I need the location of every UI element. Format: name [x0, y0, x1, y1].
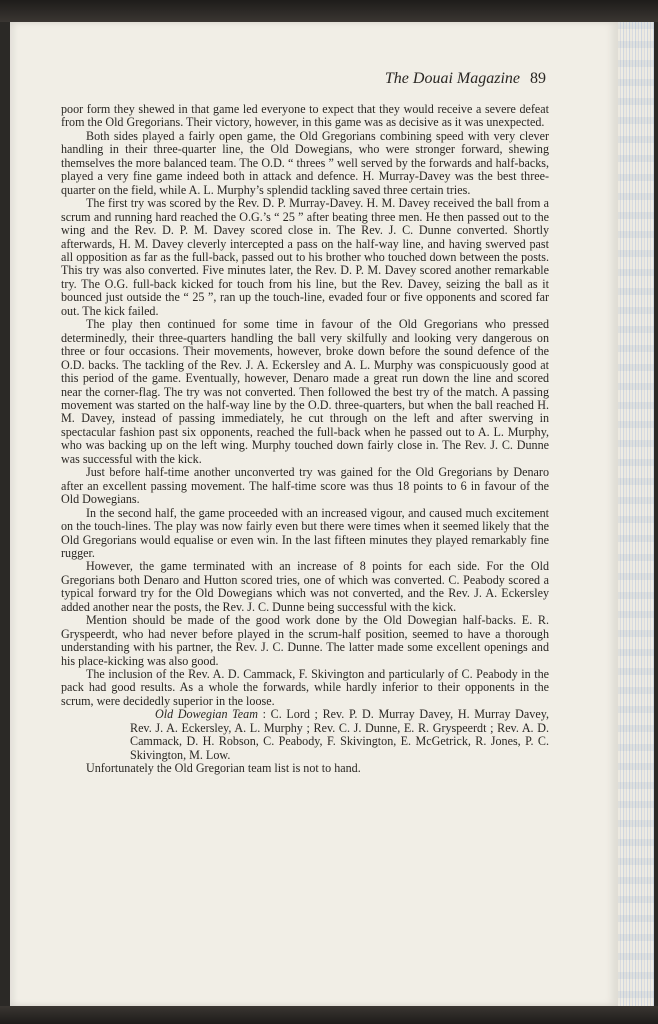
page-number: 89: [530, 70, 546, 87]
paragraph: The play then continued for some time in favour of the Old Gregorians who pressed determinedly, their three-quarters handling the ball very skilfully and looking very dangerous on three or four occasions. Their movements, however, broke down before the sound defence of the O.D. backs. The tackling of the Rev. J. A. Eckersley and A. L. Murphy was conspicuously good at this period of the game. Eventually, however, Denaro made a great run down the line and scored near the corner-flag. The try was not converted. Then followed the best try of the match. A passing movement was started on the half-way line by the O.D. three-quarters, but when the ball reached H. M. Davey, instead of passing immediately, he cut through on the left and after swerving in spectacular fashion past six opponents, reached the full-back when he passed out to A. L. Murphy, who was backing up on the left wing. Murphy touched down fairly close in. The Rev. J. C. Dunne was successful with the kick.: [61, 317, 549, 466]
paragraph: Mention should be made of the good work done by the Old Dowegian half-backs. E. R. Gryspeerdt, who had never before played in the scrum-half position, seemed to have a thorough understanding with his partner, the Rev. J. C. Dunne. The latter made some excellent openings and his place-kicking was also good.: [61, 613, 549, 668]
journal-title: The Douai Magazine: [384, 70, 520, 87]
book-bottom-edge: [0, 1006, 658, 1024]
team-label: Old Dowegian Team: [155, 707, 258, 722]
paragraph: In the second half, the game proceeded with an increased vigour, and caused much excitement on the touch-lines. The play was now fairly even but there were times when it seemed likely that the Old Gregorians would equalise or even win. In the last fifteen minutes they played remarkably fine rugger.: [61, 505, 549, 560]
team-list: [61, 708, 549, 762]
paragraph: The first try was scored by the Rev. D. P. Murray-Davey. H. M. Davey received the ball from a scrum and running hard reached the O.G.’s “ 25 ” after beating three men. He then passed out to the wing and the Rev. D. P. M. Davey scored close in. The Rev. J. C. Dunne converted. Shortly afterwards, H. M. Davey cleverly intercepted a pass on the half-way line, and having swerved past all opposition as far as the full-back, passed out to his brother who touched down between the posts. This try was also converted. Five minutes later, the Rev. D. P. M. Davey scored another remarkable try. The O.G. full-back kicked for touch from his line, but the Rev. Davey, seizing the ball as it bounced just outside the “ 25 ”, ran up the touch-line, evaded four or five opponents and scored far out. The kick failed.: [61, 196, 549, 318]
article-body: [61, 103, 549, 776]
paragraph: However, the game terminated with an increase of 8 points for each side. For the Old Gregorians both Denaro and Hutton scored tries, one of which was converted. C. Peabody scored a typical forward try for the Old Dowegians which was not converted, and the Rev. J. A. Eckersley added another near the posts, the Rev. J. C. Dunne being successful with the kick.: [61, 559, 549, 614]
paragraph: poor form they shewed in that game led everyone to expect that they would receive a severe defeat from the Old Gregorians. Their victory, however, in this game was as decisive as it was unexpected.: [61, 102, 549, 130]
running-header: [340, 70, 546, 88]
team-separator: :: [257, 707, 271, 722]
team-players: C. Lord ; Rev. P. D. Murray Davey, H. Murray Davey, Rev. J. A. Eckersley, A. L. Murphy ; Rev. C. J. Dunne, E. R. Gryspeerdt ; Rev. A. D. Cammack, D. H. Robson, C. Peabody, F. Skivington, E. McGetrick, R. Jones, P. C. Skivington, M. Low.: [130, 707, 549, 762]
book-top-edge: [0, 0, 658, 22]
closing-note: Unfortunately the Old Gregorian team list is not to hand.: [86, 761, 361, 776]
paragraph: Both sides played a fairly open game, the Old Gregorians combining speed with very clever handling in their three-quarter line, the Old Dowegians, who were stronger forward, shewing themselves the more balanced team. The O.D. “ threes ” well served by the forwards and half-backs, played a very fine game indeed both in attack and defence. H. Murray-Davey was the best three-quarter on the field, while A. L. Murphy’s splendid tackling saved three certain tries.: [61, 128, 549, 197]
page-fore-edge: [618, 22, 654, 1006]
paragraph: Just before half-time another unconverted try was gained for the Old Gregorians by Denaro after an excellent passing movement. The half-time score was thus 18 points to 6 in favour of the Old Dowegians.: [61, 465, 549, 507]
paragraph: The inclusion of the Rev. A. D. Cammack, F. Skivington and particularly of C. Peabody in the pack had good results. As a whole the forwards, while hardly inferior to their opponents in the scrum, were decidedly superior in the loose.: [61, 667, 549, 708]
